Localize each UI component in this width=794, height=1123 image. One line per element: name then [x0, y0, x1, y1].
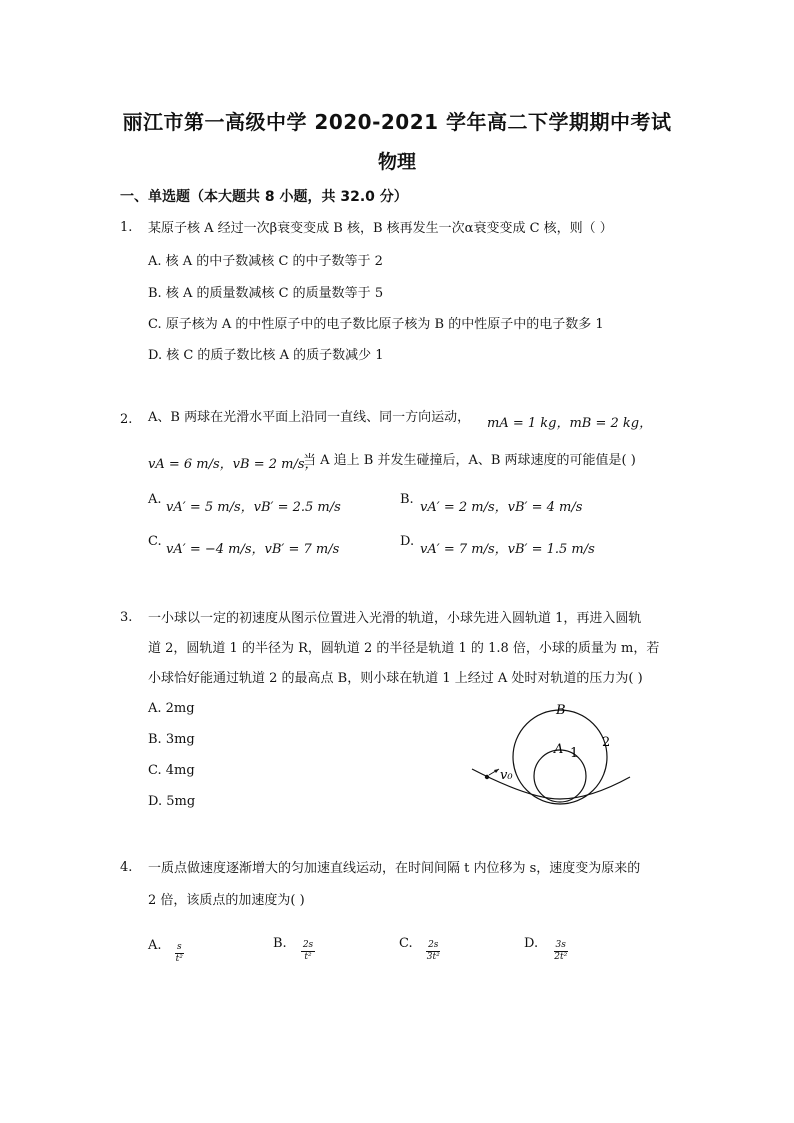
option-letter: B. — [273, 936, 287, 951]
fraction — [174, 942, 185, 965]
question-text-line2: 当 A 追上 B 并发生碰撞后，A、B 两球速度的可能值是( ) — [303, 453, 636, 468]
fraction — [425, 940, 442, 963]
option-a-value: vA′ = 5 m/s，vB′ = 2.5 m/s — [166, 500, 341, 515]
option-letter: A. — [148, 938, 162, 953]
option-a: A. 核 A 的中子数减核 C 的中子数等于 2 — [148, 254, 383, 269]
option-letter: C. — [399, 936, 413, 951]
option-d: D. 5mg — [148, 794, 196, 809]
question-text-line2: 道 2，圆轨道 1 的半径为 R，圆轨道 2 的半径是轨道 1 的 1.8 倍，小球的质量为 m，若 — [148, 641, 660, 656]
denominator: 2t² — [554, 952, 568, 962]
question-text-line1: 一小球以一定的初速度从图示位置进入光滑的轨道，小球先进入圆轨道 1，再进入圆轨 — [148, 611, 642, 626]
question-text-line1: A、B 两球在光滑水平面上沿同一直线、同一方向运动， — [148, 410, 471, 425]
fraction — [301, 940, 315, 963]
option-c: C. 4mg — [148, 763, 195, 778]
question-text-line1: 一质点做速度逐渐增大的匀加速直线运动，在时间间隔 t 内位移为 s，速度变为原来的 — [148, 861, 641, 876]
option-b — [273, 932, 315, 962]
question-number: 2. — [120, 412, 133, 427]
label-1: 1 — [570, 746, 579, 761]
option-letter: D. — [524, 936, 539, 951]
label-b: B — [556, 703, 566, 718]
denominator: t² — [304, 952, 312, 962]
track-figure — [470, 695, 640, 810]
numerator: 2s — [302, 940, 314, 950]
question-text: 某原子核 A 经过一次β衰变变成 B 核，B 核再发生一次α衰变变成 C 核，则（ ） — [148, 221, 613, 236]
label-a: A — [554, 742, 564, 757]
option-c-value: vA′ = −4 m/s，vB′ = 7 m/s — [166, 542, 340, 557]
option-b: B. 核 A 的质量数减核 C 的质量数等于 5 — [148, 286, 384, 301]
numerator: 3s — [555, 940, 566, 950]
option-b-letter: B. — [400, 492, 414, 507]
option-d-value: vA′ = 7 m/s，vB′ = 1.5 m/s — [420, 542, 595, 557]
ball — [485, 775, 489, 779]
question-text-line3: 小球恰好能通过轨道 2 的最高点 B，则小球在轨道 1 上经过 A 处时对轨道的压力为( ) — [148, 671, 643, 686]
question-number: 4. — [120, 860, 133, 875]
question-text-line2: 2 倍，该质点的加速度为( ) — [148, 893, 305, 908]
numerator: s — [176, 942, 182, 952]
option-d-letter: D. — [400, 534, 415, 549]
option-d: D. 核 C 的质子数比核 A 的质子数减少 1 — [148, 348, 384, 363]
option-a: A. 2mg — [148, 701, 195, 716]
label-2: 2 — [602, 735, 611, 750]
option-c — [399, 932, 442, 962]
question-number: 3. — [120, 610, 133, 625]
option-c: C. 原子核为 A 的中性原子中的电子数比原子核为 B 的中性原子中的电子数多 1 — [148, 317, 604, 332]
option-c-letter: C. — [148, 534, 162, 549]
denominator: t² — [175, 954, 183, 964]
arrow-head-icon — [494, 769, 499, 773]
question-number: 1. — [120, 220, 133, 235]
option-b-value: vA′ = 2 m/s，vB′ = 4 m/s — [420, 500, 583, 515]
numerator: 2s — [428, 940, 439, 950]
denominator: 3t² — [426, 952, 440, 962]
option-a — [148, 934, 185, 964]
circle-track-2 — [513, 710, 607, 804]
mass-values: mA = 1 kg，mB = 2 kg， — [487, 416, 653, 431]
velocity-values: vA = 6 m/s，vB = 2 m/s， — [148, 457, 318, 472]
label-v0: v₀ — [500, 768, 513, 783]
subject-title: 物理 — [377, 151, 416, 173]
option-b: B. 3mg — [148, 732, 195, 747]
fraction — [552, 940, 569, 963]
option-d — [524, 932, 569, 962]
option-a-letter: A. — [148, 492, 162, 507]
page-title: 丽江市第一高级中学 2020-2021 学年高二下学期期中考试 — [122, 110, 672, 134]
track-curve — [472, 769, 630, 799]
section-heading: 一、单选题（本大题共 8 小题，共 32.0 分） — [120, 189, 408, 205]
